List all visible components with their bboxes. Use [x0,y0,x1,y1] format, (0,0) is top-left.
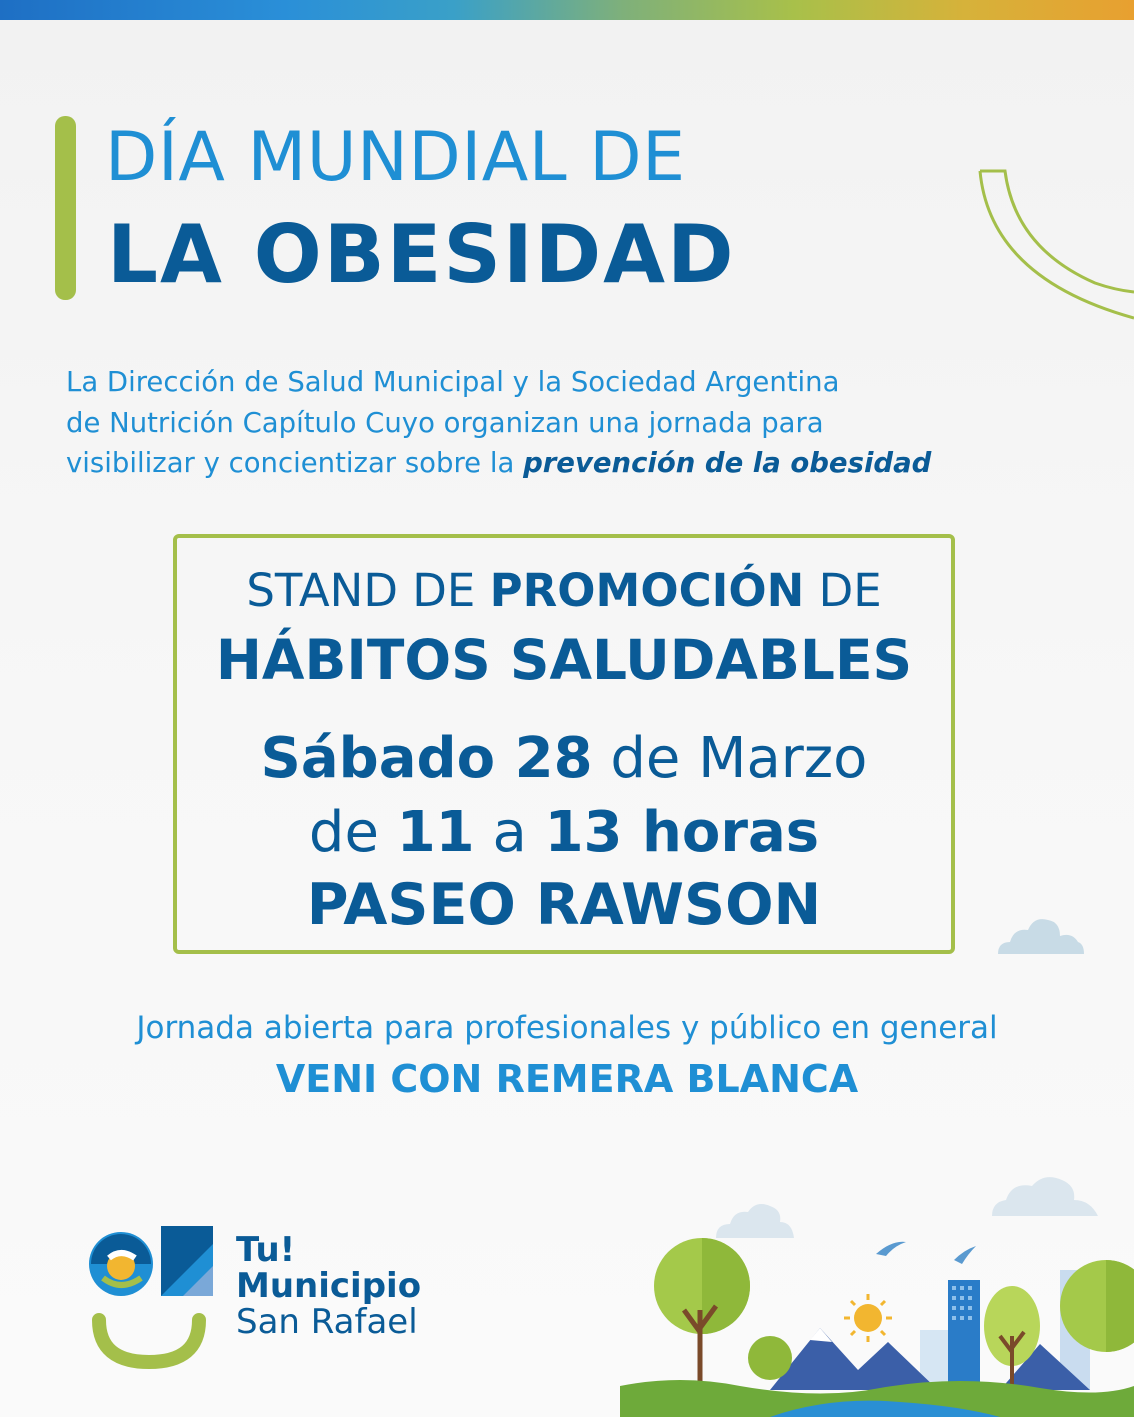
logo-text [236,1232,421,1340]
intro-line-2: de Nutrición Capítulo Cuyo organizan una jornada para [66,406,824,439]
intro-paragraph [66,362,1066,484]
event-date-rest: de Marzo [592,726,868,791]
event-time [177,800,951,865]
time-prefix: de [308,800,397,865]
stand-bold: PROMOCIÓN [489,564,805,617]
tree-icon [654,1238,750,1400]
time-mid: a [474,800,545,865]
title-accent-bar [55,116,76,300]
top-gradient-bar [0,0,1134,20]
time-start: 11 [396,800,475,865]
event-box [173,534,955,954]
event-date-bold: Sábado 28 [260,726,593,791]
landscape-illustration [620,1160,1134,1417]
stand-title-line-1 [177,564,951,617]
intro-line-3 [66,443,1066,484]
title-line-2: LA OBESIDAD [107,208,736,301]
logo-line-1: Tu! [236,1230,296,1270]
bird-icon [954,1246,976,1264]
bird-icon [876,1242,906,1256]
logo-line-3: San Rafael [236,1302,418,1342]
open-event-text: Jornada abierta para profesionales y público en general [136,1010,998,1046]
cloud-icon [716,1204,794,1238]
logo-line-2: Municipio [236,1266,422,1306]
intro-emphasis: prevención de la obesidad [523,447,932,479]
municipal-logo [85,1222,225,1370]
event-date [177,726,951,791]
sun-icon [844,1294,892,1342]
mountain-icon [770,1328,938,1390]
cloud-icon [996,914,1086,956]
time-end: 13 horas [544,800,820,865]
cloud-icon [992,1177,1098,1216]
stand-suffix: DE [804,564,882,617]
dress-code-cta: VENI CON REMERA BLANCA [275,1057,859,1101]
event-place: PASEO RAWSON [306,872,822,938]
title-line-1: DÍA MUNDIAL DE [105,118,686,197]
stand-prefix: STAND DE [246,564,490,617]
tree-icon [748,1336,792,1380]
stand-title-line-2: HÁBITOS SALUDABLES [215,628,913,692]
intro-line-3-text: visibilizar y concientizar sobre la [66,447,524,479]
mountain-icon [810,1328,832,1342]
arc-decoration [975,168,1134,320]
intro-line-1: La Dirección de Salud Municipal y la Sociedad Argentina [66,366,840,398]
